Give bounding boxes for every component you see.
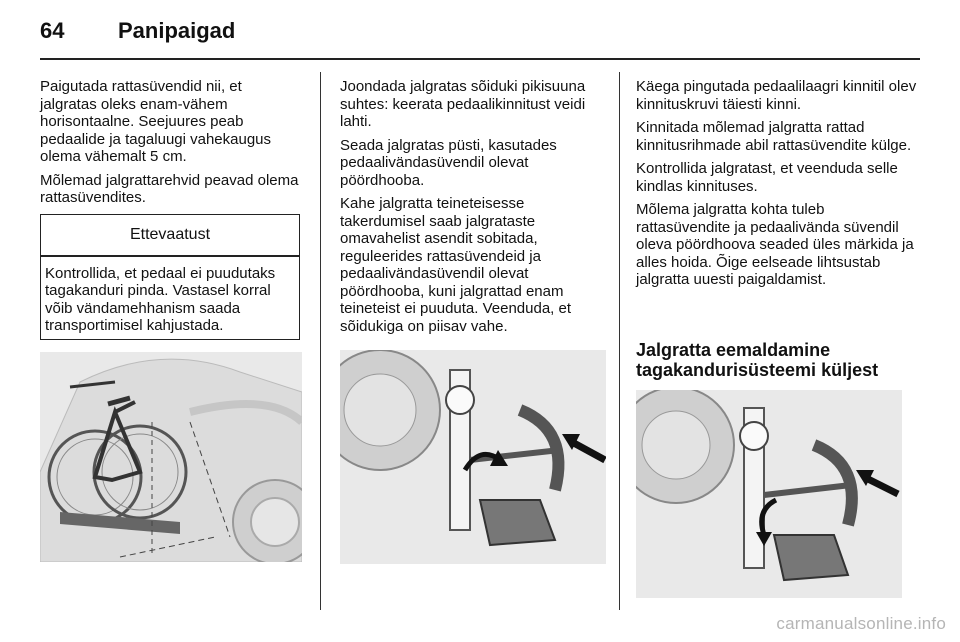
caution-body: Kontrollida, et pedaal ei puudutaks tagakanduri pinda. Vastasel korral võib vändamehhanism saada transportimisel kahjustada. bbox=[45, 264, 276, 334]
column-2 bbox=[340, 78, 608, 341]
paragraph: Mõlemad jalgrattarehvid peavad olema rattasüvendites. bbox=[40, 171, 299, 206]
paragraph: Kontrollida jalgratast, et veenduda selle kindlas kinnituses. bbox=[636, 160, 898, 195]
caution-box bbox=[40, 214, 300, 340]
paragraph: Joondada jalgratas sõiduki pikisuuna suhtes: keerata pedaalikinnitust veidi lahti. bbox=[340, 78, 586, 130]
caution-heading: Ettevaatust bbox=[129, 226, 211, 243]
illustration-pedal-mount bbox=[340, 350, 606, 564]
paragraph: Kinnitada mõlemad jalgratta rattad kinnitusrihmade abil rattasüvendite külge. bbox=[636, 119, 912, 154]
paragraph: Mõlema jalgratta kohta tuleb rattasüvendite ja pedaalivända süvendil oleva pöördhoova seaded üles märkida ja alles hoida. Õige eelseade lihtsustab jalgratta uuesti paigaldamist. bbox=[636, 201, 914, 288]
paragraph: Paigutada rattasüvendid nii, et jalgratas oleks enam-vähem horisontaalne. Seejuures peab pedaalide ja tagaluugi vahekaugus olema vähemalt 5 cm. bbox=[40, 78, 272, 165]
page-title: Panipaigad bbox=[118, 18, 236, 43]
illustration-pedal-release bbox=[636, 390, 902, 598]
illustration-bike-on-carrier bbox=[40, 352, 302, 562]
header-rule bbox=[40, 58, 920, 60]
paragraph: Käega pingutada pedaalilaagri kinnitil olev kinnituskruvi täiesti kinni. bbox=[636, 78, 917, 113]
column-divider bbox=[619, 72, 620, 610]
paragraph: Seada jalgratas püsti, kasutades pedaalivändasüvendil olevat pöördhooba. bbox=[340, 136, 557, 189]
page-number: 64 bbox=[40, 18, 65, 43]
column-1 bbox=[40, 78, 302, 213]
column-3 bbox=[636, 78, 920, 295]
watermark: carmanualsonline.info bbox=[776, 614, 946, 633]
paragraph: Kahe jalgratta teineteisesse takerdumisel saab jalgrataste omavahelist asendit sobitada, reguleerides rattasüvendeid ja pedaalivändasüvendil olevat pöördhooba, kuni jalgrattad enam teineteist ei puuduta. Veenduda, et sõidukiga on piisav vahe. bbox=[340, 195, 572, 335]
page-header bbox=[40, 18, 920, 58]
section-heading: Jalgratta eemaldamine tagakandurisüsteemi küljest bbox=[636, 340, 879, 380]
column-divider bbox=[320, 72, 321, 610]
